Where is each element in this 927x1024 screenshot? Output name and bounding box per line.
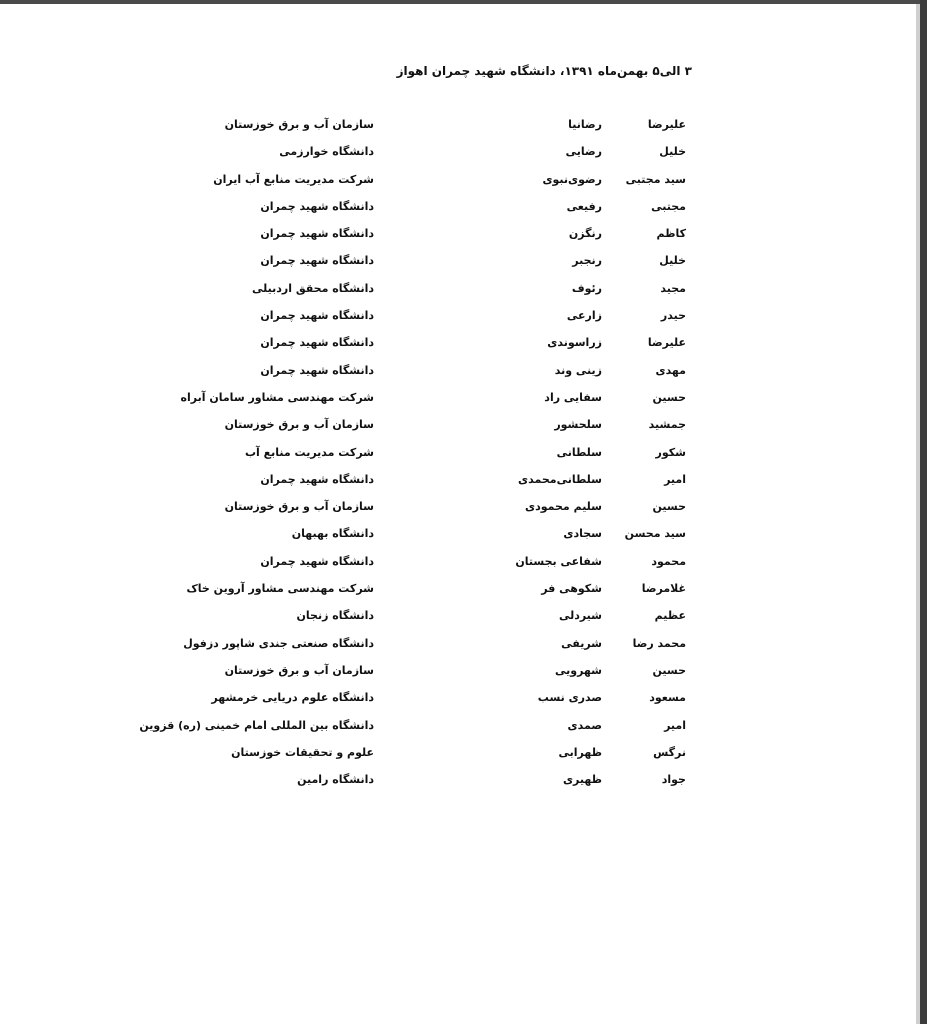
affiliation: دانشگاه شهید چمران — [260, 363, 374, 377]
affiliation: سازمان آب و برق خوزستان — [224, 500, 374, 514]
participant-row — [0, 442, 916, 469]
participant-row — [0, 414, 916, 441]
participant-row — [0, 114, 916, 141]
first-name: محمود — [651, 554, 686, 568]
participant-row — [0, 196, 916, 223]
first-name: مهدی — [655, 363, 686, 377]
first-name: حیدر — [660, 309, 686, 323]
participant-row — [0, 141, 916, 168]
affiliation: دانشگاه شهید چمران — [260, 254, 374, 268]
last-name: رنگزن — [568, 227, 602, 241]
last-name: زارعی — [566, 309, 602, 323]
last-name: رضانیا — [568, 118, 602, 131]
last-name: زینی وند — [554, 363, 602, 377]
participant-row — [0, 605, 916, 632]
last-name: سلیم محمودی — [525, 500, 602, 514]
last-name: سلطانی‌محمدی — [518, 472, 602, 486]
first-name: مجتبی — [651, 199, 686, 213]
last-name: شکوهی فر — [541, 582, 602, 596]
last-name: سفایی راد — [544, 390, 602, 404]
participant-row — [0, 769, 916, 796]
affiliation: سازمان آب و برق خوزستان — [224, 663, 374, 677]
last-name: شهرویی — [554, 663, 602, 677]
first-name: جمشید — [648, 418, 686, 432]
affiliation: سازمان آب و برق خوزستان — [224, 118, 374, 131]
participant-row — [0, 496, 916, 523]
first-name: غلامرضا — [641, 582, 686, 596]
first-name: جواد — [661, 773, 686, 787]
first-name: حسین — [652, 663, 686, 677]
last-name: زراسوندی — [547, 336, 602, 350]
last-name: رفیعی — [566, 199, 602, 213]
affiliation: دانشگاه شهید چمران — [260, 472, 374, 486]
document-page — [0, 4, 916, 1024]
participant-list — [0, 114, 916, 796]
participant-row — [0, 332, 916, 359]
first-name: خلیل — [659, 145, 686, 159]
last-name: شریفی — [561, 636, 602, 650]
first-name: عظیم — [654, 609, 686, 623]
first-name: سید مجتبی — [625, 172, 686, 186]
participant-row — [0, 250, 916, 277]
affiliation: شرکت مهندسی مشاور آروین خاک — [186, 582, 374, 596]
affiliation: سازمان آب و برق خوزستان — [224, 418, 374, 432]
affiliation: دانشگاه خوارزمی — [279, 145, 374, 159]
affiliation: دانشگاه علوم دریایی خرمشهر — [211, 691, 374, 705]
window-right-border — [920, 0, 927, 1024]
participant-row — [0, 523, 916, 550]
affiliation: دانشگاه صنعتی جندی شاپور دزفول — [183, 636, 374, 650]
first-name: علیرضا — [647, 336, 686, 350]
affiliation: شرکت مهندسی مشاور سامان آبراه — [180, 390, 374, 404]
participant-row — [0, 715, 916, 742]
participant-row — [0, 551, 916, 578]
first-name: امیر — [664, 472, 686, 486]
affiliation: دانشگاه شهید چمران — [260, 554, 374, 568]
last-name: سلطانی — [556, 445, 602, 459]
participant-row — [0, 278, 916, 305]
first-name: کاظم — [656, 227, 686, 241]
last-name: سلحشور — [554, 418, 602, 432]
participant-row — [0, 578, 916, 605]
last-name: رضوی‌نبوی — [542, 172, 602, 186]
last-name: ظهرابی — [558, 745, 602, 759]
participant-row — [0, 360, 916, 387]
last-name: شفاعی بجستان — [515, 554, 602, 568]
last-name: رنجبر — [572, 254, 602, 268]
page-title: ۳ الی۵ بهمن‌ماه ۱۳۹۱، دانشگاه شهید چمران اهواز — [396, 64, 692, 78]
first-name: شکور — [655, 445, 686, 459]
first-name: محمد رضا — [632, 636, 686, 650]
participant-row — [0, 305, 916, 332]
affiliation: شرکت مدیریت منابع آب ایران — [213, 172, 374, 186]
affiliation: دانشگاه شهید چمران — [260, 309, 374, 323]
affiliation: دانشگاه شهید چمران — [260, 199, 374, 213]
participant-row — [0, 687, 916, 714]
affiliation: دانشگاه بهبهان — [291, 527, 374, 541]
first-name: علیرضا — [647, 118, 686, 131]
affiliation: دانشگاه شهید چمران — [260, 336, 374, 350]
first-name: خلیل — [659, 254, 686, 268]
last-name: سجادی — [563, 527, 602, 541]
first-name: حسین — [652, 500, 686, 514]
first-name: امیر — [664, 718, 686, 732]
last-name: رضایی — [565, 145, 602, 159]
first-name: سید محسن — [624, 527, 686, 541]
participant-row — [0, 169, 916, 196]
affiliation: دانشگاه زنجان — [296, 609, 374, 623]
participant-row — [0, 660, 916, 687]
affiliation: دانشگاه محقق اردبیلی — [252, 281, 374, 295]
first-name: مسعود — [649, 691, 686, 705]
last-name: رئوف — [571, 281, 602, 295]
participant-row — [0, 387, 916, 414]
first-name: مجید — [660, 281, 686, 295]
affiliation: دانشگاه شهید چمران — [260, 227, 374, 241]
participant-row — [0, 633, 916, 660]
first-name: نرگس — [653, 745, 686, 759]
participant-row — [0, 469, 916, 496]
last-name: شیردلی — [558, 609, 602, 623]
affiliation: شرکت مدیریت منابع آب — [244, 445, 374, 459]
participant-row — [0, 223, 916, 250]
last-name: صدری نسب — [537, 691, 602, 705]
last-name: صمدی — [567, 718, 602, 732]
last-name: ظهیری — [562, 773, 602, 787]
affiliation: دانشگاه بین المللی امام خمینی (ره) قزوین — [139, 718, 374, 732]
affiliation: دانشگاه رامین — [297, 773, 374, 787]
affiliation: علوم و تحقیقات خوزستان — [231, 745, 374, 759]
first-name: حسین — [652, 390, 686, 404]
participant-row — [0, 742, 916, 769]
